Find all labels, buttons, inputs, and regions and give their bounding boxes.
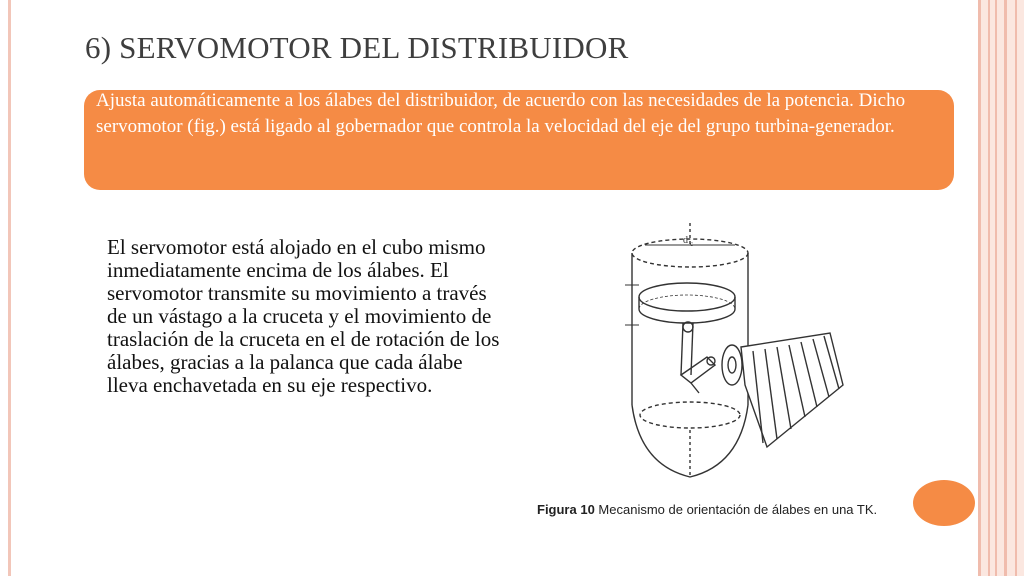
dimension-label: d xyxy=(683,235,688,246)
body-text: El servomotor está alojado en el cubo mismo inmediatamente encima de los álabes. El servomotor transmite su movimiento a través de un vástago a la cruceta y el movimiento de traslación de la cruceta en el de rotación de los álabes, gracias a la palanca que cada álabe lleva enchavetada en su eje respectivo. xyxy=(107,235,500,397)
servomotor-diagram xyxy=(595,215,865,490)
highlight-text: Ajusta automáticamente a los álabes del distribuidor, de acuerdo con las necesidades de la potencia. Dicho servomotor (fig.) está ligado al gobernador que controla la velocidad del eje del grupo turbina-generador. xyxy=(96,90,906,137)
decorative-circle xyxy=(913,480,975,526)
figure-caption xyxy=(537,502,877,517)
figure-label: Figura 10 xyxy=(537,502,595,517)
left-border xyxy=(8,0,11,576)
figure-caption-text: Mecanismo de orientación de álabes en una TK. xyxy=(598,502,878,517)
dimension-subscript: c xyxy=(690,240,694,248)
slide-title: 6) SERVOMOTOR DEL DISTRIBUIDOR xyxy=(85,30,629,65)
right-decorative-stripes xyxy=(978,0,1024,576)
highlight-box xyxy=(84,90,954,190)
servomotor-figure xyxy=(595,215,865,490)
